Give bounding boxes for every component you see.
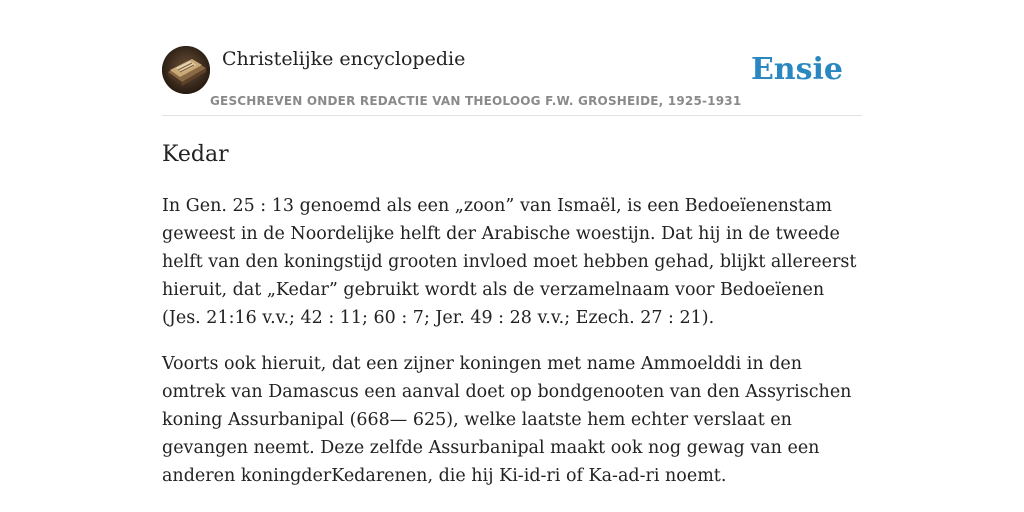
publication-subtitle: GESCHREVEN ONDER REDACTIE VAN THEOLOOG F.W. GROSHEIDE, 1925-1931 xyxy=(210,94,742,108)
article-body xyxy=(162,192,862,508)
header-divider xyxy=(162,115,862,116)
article-paragraph: Voorts ook hieruit, dat een zijner koningen met name Ammoelddi in den omtrek van Damascus een aanval doet op bondgenooten van den Assyrischen koning Assurbanipal (668— 625), welke laatste hem echter verslaat en gevangen neemt. Deze zelfde Assurbanipal maakt ook nog gewag van een anderen koningderKedarenen, die hij Ki-id-ri of Ka-ad-ri noemt. xyxy=(162,354,852,486)
header xyxy=(162,46,862,116)
book-cover-icon xyxy=(162,46,210,94)
publication-avatar[interactable] xyxy=(162,46,210,94)
article-title: Kedar xyxy=(162,142,229,167)
ensie-logo[interactable]: Ensie xyxy=(750,52,843,87)
article-paragraph: In Gen. 25 : 13 genoemd als een „zoon” van Ismaël, is een Bedoeïenenstam geweest in de Noordelijke helft der Arabische woestijn. Dat hij in de tweede helft van den koningstijd grooten invloed moet hebben gehad, blijkt allereerst hieruit, dat „Kedar” gebruikt wordt als de verzamelnaam voor Bedoeïenen (Jes. 21:16 v.v.; 42 : 11; 60 : 7; Jer. 49 : 28 v.v.; Ezech. 27 : 21). xyxy=(162,196,857,328)
publication-title[interactable]: Christelijke encyclopedie xyxy=(222,48,466,70)
